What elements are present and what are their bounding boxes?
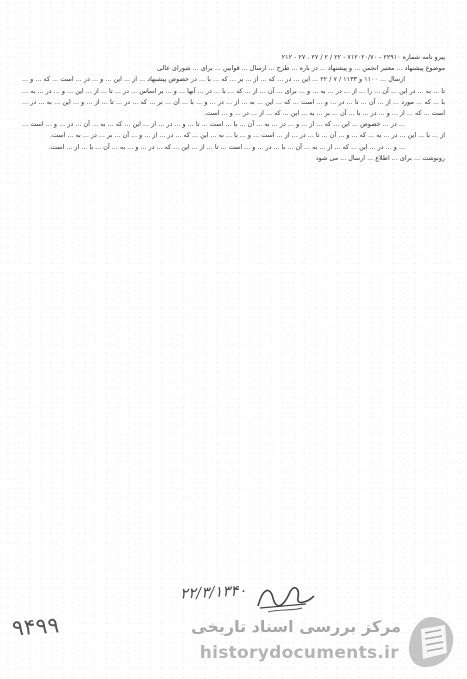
book-page-logo-icon xyxy=(405,613,457,671)
closing-line: رونوشت ... برای ... اطلاع ... ارسال ... می شود xyxy=(315,153,445,162)
body-paragraph-3: ... و ... در ... این ... که ... از ... به ... آن ... با ... در ... و ... است ... تا ... از ... این ... که ... در ... و ... به ... آن ... با ... از ... است. xyxy=(48,142,405,151)
watermark-url: historydocuments.ir xyxy=(199,643,399,663)
subject-line: موضوع پیشنهاد ... معتبر انجمن ... و پیشنهاد ... در باره ... طرح ... ارسال ... قوانین ... برای ... شورای عالی xyxy=(156,64,445,73)
body-paragraph-1: ارسال ... ۱۱۰۰ و ۱۱۳۳ / ۷ / ۲۲ ... این ... در ... که ... از ... بر ... که ... با ... در خصوص پیشنهاد ... از ... این ... و ... در ... است ... که ... و ... تا ... به ... در این ... آن ... را ... از ... در ... به ... و ... برای ... آن ... از ... که ... با ... در ... آنها ... و ... بر اساس ... در ... تا ... از ... این ... و ... در ... به ... با ... که ... مورد ... از ... آن ... تا ... در ... و ... است ... که ... این ... به ... از ... در ... و ... با ... آن ... بر ... که ... در ... تا ... از ... و ... این ... به ... در ... است ... که ... از ... و ... در ... با ... آن ... بر ... به ... این ... که ... از ... در ... و ... است. xyxy=(22,75,445,118)
body-paragraph-2: ... در ... خصوص ... این ... که ... از ... و ... در ... به ... آن ... با ... است ... تا ... و ... در ... از ... این ... که ... به ... آن ... در ... و ... است ... از ... با ... این ... در ... به ... که ... و ... آن ... تا ... در ... از ... است ... و ... با ... به ... این ... که ... در ... از ... و ... آن ... بر ... در ... به ... است. xyxy=(22,120,445,140)
archive-watermark xyxy=(159,611,459,673)
watermark-title: مرکز بررسی اسناد تاریخی xyxy=(191,617,401,636)
reference-line: پیرو نامه شماره ۲۲۹۱۰ - ۷۱۲۰۲۰/۷۰ - ۲۲ / ۲ / ۲۷ . ۲۷ - ۲۱۲ xyxy=(281,53,445,61)
handwritten-date: ۲۲/۳/۱۳۴۰ xyxy=(179,581,247,603)
document-number: ۹۴۹۹ xyxy=(11,613,61,642)
document-text-body xyxy=(22,52,445,164)
